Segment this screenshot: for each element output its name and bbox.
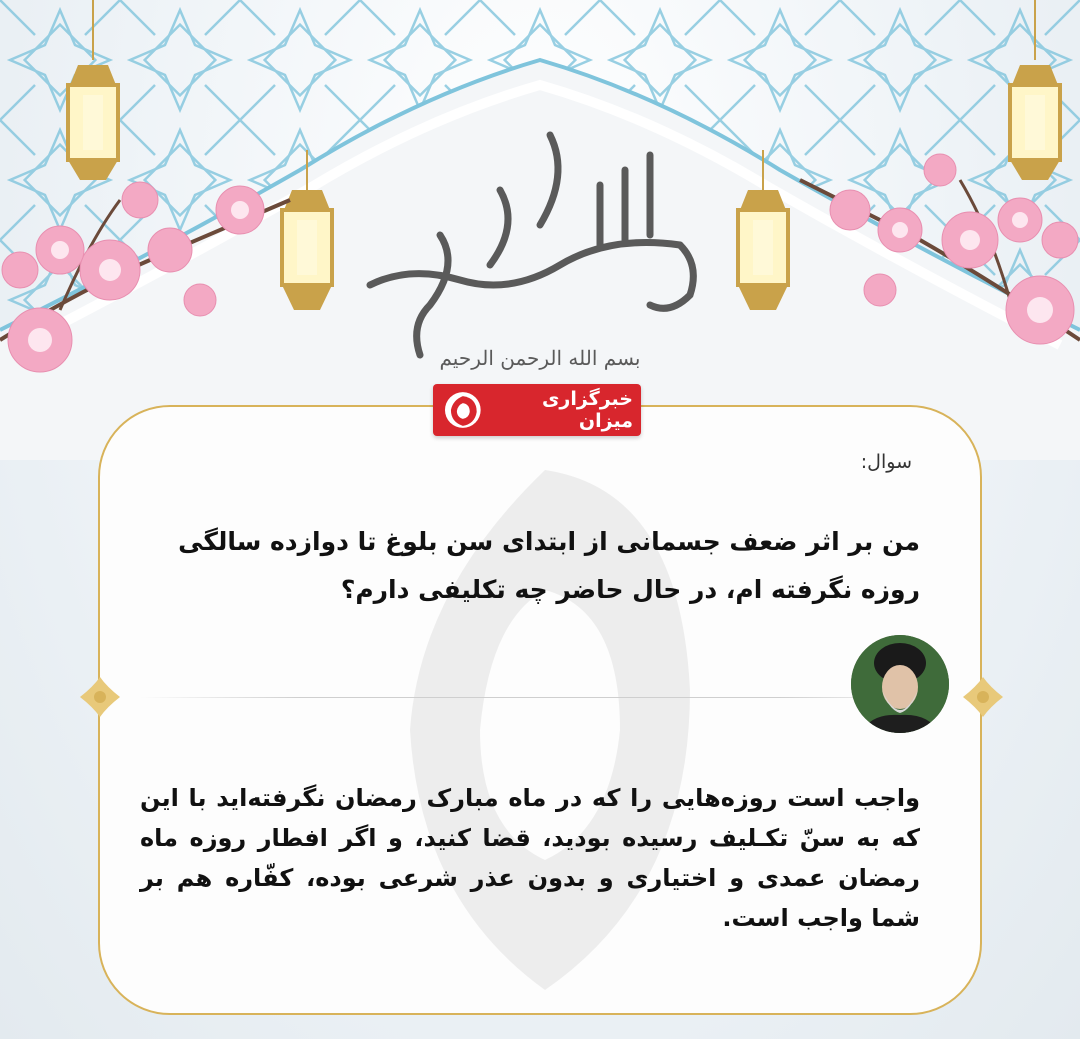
avatar xyxy=(851,635,949,733)
cherry-blossom-right xyxy=(790,120,1080,380)
lantern-icon xyxy=(728,150,798,330)
brand-name: خبرگزاری میزان xyxy=(541,388,633,432)
portrait-icon xyxy=(851,635,949,733)
ornament-right-icon xyxy=(958,672,1008,722)
section-divider xyxy=(140,697,940,698)
mizan-logo-badge xyxy=(433,384,641,436)
answer-text: واجب است روزه‌هایی را که در ماه مبارک رمضان نگرفته‌اید با این که به سنّ تکـلیف رسیده بودید، قضا کنید، و اگر افطار روزه ماه رمضان عمدی و اختیاری و بدون عذر شرعی بوده، کفّاره هم بر شما واجب است. xyxy=(140,784,920,932)
ornament-left-icon xyxy=(75,672,125,722)
question-text: من بر اثر ضعف جسمانی از ابتدای سن بلوغ تا دوازده سالگی روزه نگرفته ام، در حال حاضر چه تکلیفی دارم؟ xyxy=(178,527,920,604)
question-label: سوال: xyxy=(860,451,912,473)
bismillah-calligraphy xyxy=(350,115,730,375)
cherry-blossom-left xyxy=(0,140,300,400)
mizan-logo-icon xyxy=(443,390,483,430)
bismillah-text: بسم الله الرحمن الرحیم xyxy=(439,346,641,370)
